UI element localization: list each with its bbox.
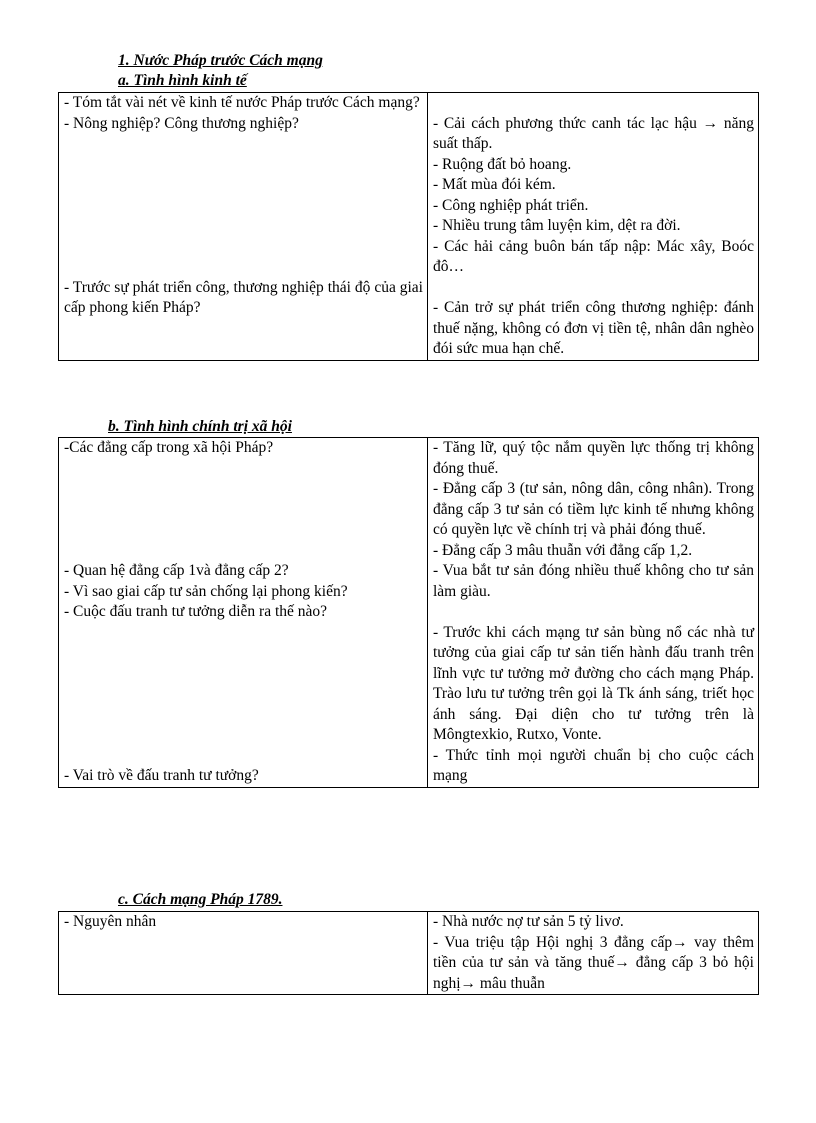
question-item: - Vì sao giai cấp tư sản chống lại phong kiến? bbox=[64, 582, 348, 600]
answer-item: - Tăng lữ, quý tộc nắm quyền lực thống trị không đóng thuế. bbox=[433, 439, 754, 477]
answer-item: - Đẳng cấp 3 (tư sản, nông dân, công nhân). Trong đẳng cấp 3 tư sản có tiềm lực kinh tế nhưng không có quyền lực về chính trị và phải đóng thuế. bbox=[433, 480, 754, 538]
answer-item: - Vua bắt tư sản đóng nhiều thuế không cho tư sản làm giàu. bbox=[433, 562, 754, 600]
politics-table bbox=[58, 437, 759, 788]
question-cell bbox=[59, 438, 428, 788]
answer-item: - Đẳng cấp 3 mâu thuẫn với đẳng cấp 1,2. bbox=[433, 541, 693, 559]
table-row bbox=[59, 93, 759, 361]
question-item: - Quan hệ đẳng cấp 1và đẳng cấp 2? bbox=[64, 562, 289, 579]
question-item: - Nông nghiệp? Công thương nghiệp? bbox=[64, 114, 299, 132]
section-c-heading: c. Cách mạng Pháp 1789. bbox=[118, 891, 283, 908]
economy-table bbox=[58, 92, 759, 361]
revolution-table bbox=[58, 911, 759, 995]
section-a-heading: a. Tình hình kinh tế bbox=[118, 72, 247, 89]
question-item: - Cuộc đấu tranh tư tưởng diễn ra thế nào? bbox=[64, 603, 328, 620]
question-item: - Trước sự phát triển công, thương nghiệp thái độ của giai cấp phong kiến Pháp? bbox=[64, 278, 423, 316]
answer-item: - Cản trở sự phát triển công thương nghiệp: đánh thuế nặng, không có đơn vị tiền tệ, nhân dân nghèo đói sức mua hạn chế. bbox=[433, 299, 754, 357]
answer-item: - Nhiều trung tâm luyện kim, dệt ra đời. bbox=[433, 217, 681, 234]
table-row bbox=[59, 438, 759, 788]
question-item: - Nguyên nhân bbox=[64, 913, 157, 930]
question-item: - Vai trò về đấu tranh tư tưởng? bbox=[64, 767, 259, 784]
answer-item: - Trước khi cách mạng tư sản bùng nổ các nhà tư tưởng của giai cấp tư sản tiến hành đấu tranh trên lĩnh vực tư tưởng mở đường cho cách mạng Pháp. Trào lưu tư tưởng trên gọi là Tk ánh sáng, triết học ánh sáng. Đại diện cho tư tưởng trên là Môngtexkio, Rutxo, Vonte. bbox=[433, 623, 754, 743]
table-row bbox=[59, 912, 759, 995]
answer-cell bbox=[428, 912, 759, 995]
section-1-heading: 1. Nước Pháp trước Cách mạng bbox=[118, 52, 323, 69]
answer-item: - Các hải cảng buôn bán tấp nập: Mác xây, Boóc đô… bbox=[433, 237, 754, 275]
answer-cell bbox=[428, 438, 759, 788]
question-item: -Các đẳng cấp trong xã hội Pháp? bbox=[64, 439, 274, 456]
question-cell bbox=[59, 93, 428, 361]
answer-item: - Vua triệu tập Hội nghị 3 đẳng cấp→ vay thêm tiền của tư sản và tăng thuế→ đẳng cấp 3 bỏ hội nghị→ mâu thuẫn bbox=[433, 933, 754, 992]
question-item: - Tóm tắt vài nét về kinh tế nước Pháp trước Cách mạng? bbox=[64, 94, 420, 111]
section-b-heading: b. Tình hình chính trị xã hội bbox=[108, 418, 292, 435]
answer-item: - Công nghiệp phát triển. bbox=[433, 196, 589, 214]
answer-item: - Ruộng đất bỏ hoang. bbox=[433, 155, 572, 173]
answer-item: - Nhà nước nợ tư sản 5 tỷ livơ. bbox=[433, 913, 624, 930]
question-cell bbox=[59, 912, 428, 995]
answer-item: - Mất mùa đói kém. bbox=[433, 176, 556, 193]
answer-item: - Cải cách phương thức canh tác lạc hậu → năng suất thấp. bbox=[433, 114, 754, 152]
answer-item: - Thức tỉnh mọi người chuẩn bị cho cuộc cách mạng bbox=[433, 746, 754, 784]
answer-cell bbox=[428, 93, 759, 361]
